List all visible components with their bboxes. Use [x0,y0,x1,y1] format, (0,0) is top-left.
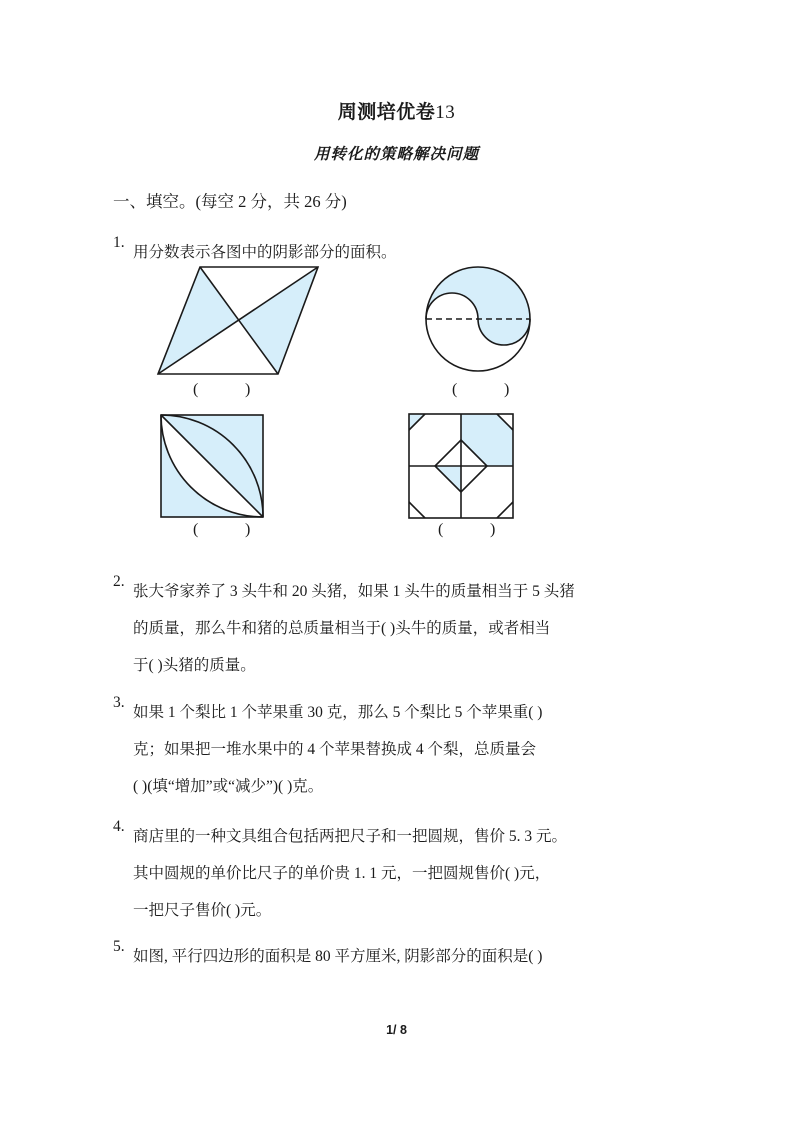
question-2-line-3: 于( )头猪的质量。 [133,657,256,674]
figure-1-answer-paren-close[interactable]: ) [245,381,251,398]
figure-2-answer-paren-close[interactable]: ) [504,381,510,398]
figure-parallelogram-shaded-triangles [150,262,365,382]
question-2-number: 2. [113,573,125,590]
question-5-line-1: 如图, 平行四边形的面积是 80 平方厘米, 阴影部分的面积是( ) [133,948,543,965]
question-1-line-1: 用分数表示各图中的阴影部分的面积。 [133,244,397,261]
figure-circle-yin-yang [418,262,578,382]
question-4-line-3: 一把尺子售价( )元。 [133,902,272,919]
question-4-number: 4. [113,818,125,835]
question-1-number: 1. [113,234,125,251]
section-heading-fill-in-blank: 一、填空。(每空 2 分，共 26 分) [113,192,347,211]
page-title-text: 周测培优卷 [337,102,436,123]
page-footer-number: 1/ 8 [386,1023,407,1037]
page-subtitle: 用转化的策略解决问题 [313,146,479,163]
question-3-number: 3. [113,694,125,711]
figure-square-leaf-arcs [150,407,330,525]
figure-2-answer-paren-open[interactable]: ( [452,381,458,398]
question-4-line-1: 商店里的一种文具组合包括两把尺子和一把圆规，售价 5. 3 元。 [133,828,568,845]
page-title-number: 13 [435,102,456,123]
question-3-line-2: 克；如果把一堆水果中的 4 个苹果替换成 4 个梨，总质量会 [133,741,537,758]
figure-3-answer-paren-open[interactable]: ( [193,521,199,538]
figure-1-answer-paren-open[interactable]: ( [193,381,199,398]
question-2-line-2: 的质量，那么牛和猪的总质量相当于( )头牛的质量，或者相当 [133,620,551,637]
question-4-line-2: 其中圆规的单价比尺子的单价贵 1. 1 元，一把圆规售价( )元， [133,865,551,882]
figure-square-inner-diamond [400,407,580,525]
figure-3-answer-paren-close[interactable]: ) [245,521,251,538]
question-3-line-1: 如果 1 个梨比 1 个苹果重 30 克，那么 5 个梨比 5 个苹果重( ) [133,704,543,721]
question-2-line-1: 张大爷家养了 3 头牛和 20 头猪，如果 1 头牛的质量相当于 5 头猪 [133,583,575,600]
question-3-line-3: ( )(填“增加”或“减少”)( )克。 [133,778,324,795]
page-title [0,97,793,124]
figure-4-answer-paren-open[interactable]: ( [438,521,444,538]
figure-4-answer-paren-close[interactable]: ) [490,521,496,538]
question-5-number: 5. [113,938,125,955]
